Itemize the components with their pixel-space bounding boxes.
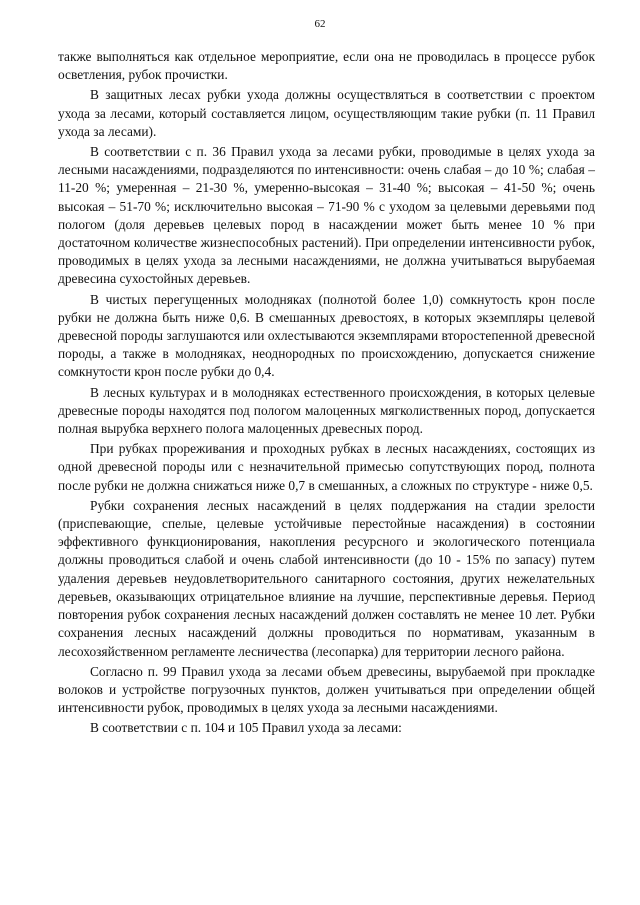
- paragraph-thinning: При рубках прореживания и проходных рубках в лесных насаждениях, состоящих из одной древесной породы или с незначительной примесью сопутствующих пород, полнота после рубки не должна снижаться ниже 0,7 в смешанных, а сложных по структуре - ниже 0,5.: [58, 441, 595, 493]
- paragraph-intensity-classes: В соответствии с п. 36 Правил ухода за лесами рубки, проводимые в целях ухода за лесными насаждениями, подразделяются по интенсивности: очень слабая – до 10 %; слабая – 11-20 %; умеренная – 21-30 %, умеренно-высокая – 31-40 %; высокая – 41-50 %; очень высокая – 51-70 %; исключительно высокая – 71-90 % с уходом за целевыми деревьями под пологом (доля деревьев целевых пород в насаждении может быть менее 10 % при достаточном количестве жизнеспособных растений). При определении интенсивности рубок, проводимых в целях ухода за лесными насаждениями, не должна учитываться вырубаемая древесина сухостойных деревьев.: [58, 144, 595, 287]
- paragraph-preservation-cuttings: Рубки сохранения лесных насаждений в целях поддержания на стадии зрелости (приспевающие, спелые, целевые устойчивые перестойные насаждения) в состоянии эффективного функционирования, накопления ресурсного и экологического потенциала должны проводиться слабой и очень слабой интенсивности (до 10 - 15% по запасу) путем удаления деревьев неудовлетворительного санитарного состояния, других нежелательных деревьев, оказывающих отрицательное влияние на лучшие, перспективные деревья. Период повторения рубок сохранения лесных насаждений должен составлять не менее 10 лет. Рубки сохранения лесных насаждений должны проводиться по нормативам, указанным в лесохозяйственном регламенте лесничества (лесопарка) для территории лесного района.: [58, 497, 595, 659]
- page-number: 62: [314, 18, 326, 30]
- paragraph-continuation: также выполняться как отдельное мероприятие, если она не проводилась в процессе рубок осветления, рубок прочистки.: [58, 49, 595, 83]
- paragraph-forest-cultures: В лесных культурах и в молодняках естественного происхождения, в которых целевые древесные породы находятся под пологом малоценных мягколиственных пород, допускается полная вырубка верхнего полога малоценных древесных пород.: [58, 384, 595, 437]
- paragraph-protective-forests: В защитных лесах рубки ухода должны осуществляться в соответствии с проектом ухода за лесами, который составляется лицом, осуществляющим такие рубки (п. 11 Правил ухода за лесами).: [58, 87, 595, 139]
- paragraph-rules-104-105: В соответствии с п. 104 и 105 Правил ухода за лесами:: [90, 720, 402, 736]
- paragraph-skid-trails: Согласно п. 99 Правил ухода за лесами объем древесины, вырубаемой при прокладке волоков и устройстве погрузочных пунктов, должен учитываться при определении общей интенсивности рубок, проводимых в целях ухода за лесными насаждениями.: [58, 663, 595, 716]
- paragraph-young-stands: В чистых перегущенных молодняках (полнотой более 1,0) сомкнутость крон после рубки не должна быть ниже 0,6. В смешанных древостоях, в которых экземпляры целевой древесной породы заглушаются или охлестываются экземплярами второстепенной древесной породы, а также в молодняках, неоднородных по происхождению, допускается снижение сомкнутости крон после рубки до 0,4.: [58, 291, 595, 380]
- body-text: [58, 48, 595, 740]
